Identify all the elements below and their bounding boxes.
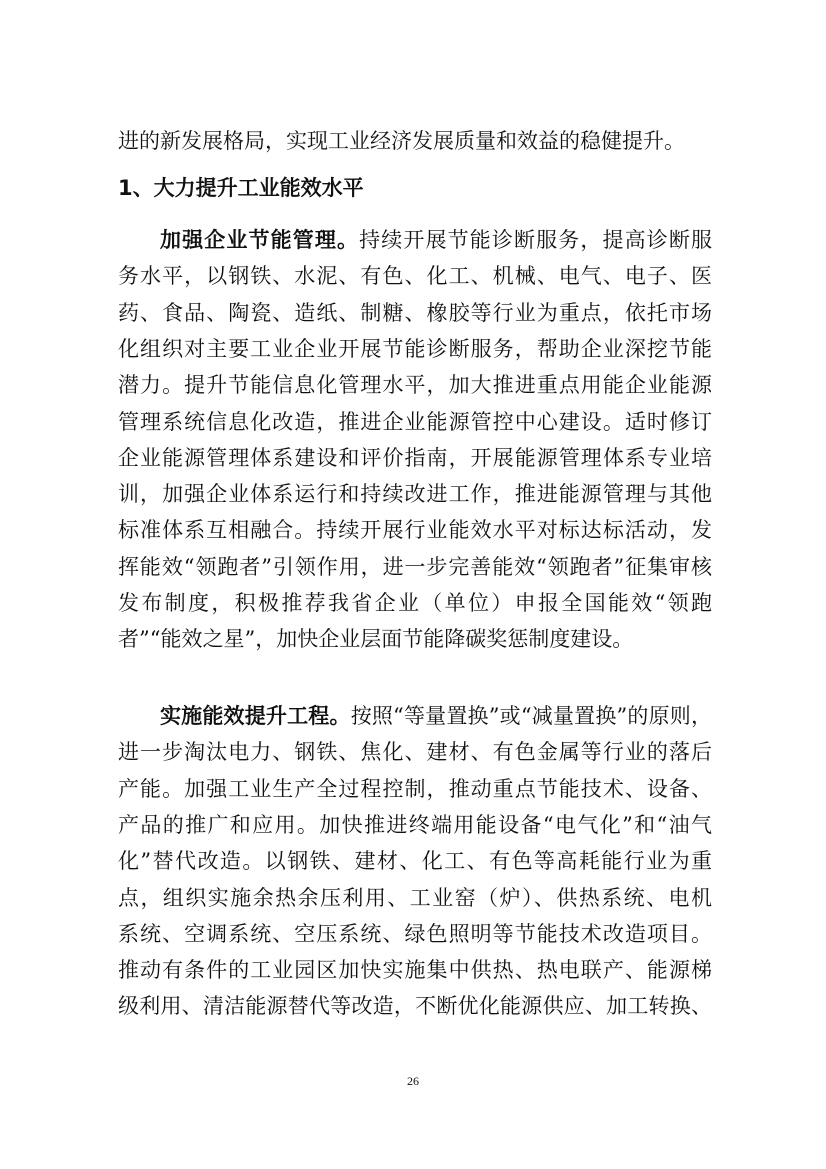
page-number: 26 (407, 1074, 419, 1088)
body-text-line: 化”替代改造。以钢铁、建材、化工、有色等高耗能行业为重 (118, 849, 712, 874)
body-text-line: 系统、空调系统、空压系统、绿色照明等节能技术改造项目。 (118, 921, 712, 946)
body-text-line: 管理系统信息化改造，推进企业能源管控中心建设。适时修订 (118, 409, 712, 434)
paragraph-lead-title: 实施能效提升工程。 (160, 703, 351, 728)
body-text-line: 点，组织实施余热余压利用、工业窑（炉）、供热系统、电机 (118, 885, 712, 910)
paragraph-first-line (160, 226, 712, 254)
paragraph-text: 按照“等量置换”或“减量置换”的原则， (350, 704, 712, 728)
body-text-line: 挥能效“领跑者”引领作用，进一步完善能效“领跑者”征集审核 (118, 554, 712, 579)
paragraph-first-line (160, 702, 712, 730)
body-text-line: 级利用、清洁能源替代等改造，不断优化能源供应、加工转换、 (118, 994, 712, 1019)
body-text-line: 训，加强企业体系运行和持续改进工作，推进能源管理与其他 (118, 482, 712, 507)
body-text-line: 产品的推广和应用。加快推进终端用能设备“电气化”和“油气 (118, 812, 712, 837)
paragraph-lead-title: 加强企业节能管理。 (160, 227, 360, 252)
body-text-line: 企业能源管理体系建设和评价指南，开展能源管理体系专业培 (118, 445, 712, 470)
body-text-line: 推动有条件的工业园区加快实施集中供热、热电联产、能源梯 (118, 958, 712, 983)
section-heading: 1、大力提升工业能效水平 (118, 176, 364, 200)
body-text-line: 潜力。提升节能信息化管理水平，加大推进重点用能企业能源 (118, 373, 712, 398)
body-text-line: 者”“能效之星”，加快企业层面节能降碳奖惩制度建设。 (118, 627, 634, 652)
body-text-line: 药、食品、陶瓷、造纸、制糖、橡胶等行业为重点，依托市场 (118, 300, 712, 325)
body-text-line: 进的新发展格局，实现工业经济发展质量和效益的稳健提升。 (118, 129, 685, 153)
body-text-line: 标准体系互相融合。持续开展行业能效水平对标达标活动，发 (118, 518, 712, 543)
body-text-line: 发布制度，积极推荐我省企业（单位）申报全国能效“领跑 (118, 591, 712, 615)
paragraph-text: 持续开展节能诊断服务，提高诊断服 (359, 228, 712, 252)
body-text-line: 务水平，以钢铁、水泥、有色、化工、机械、电气、电子、医 (118, 264, 712, 289)
body-text-line: 进一步淘汰电力、钢铁、焦化、建材、有色金属等行业的落后 (118, 740, 712, 765)
body-text-line: 产能。加强工业生产全过程控制，推动重点节能技术、设备、 (118, 776, 712, 801)
body-text-line: 化组织对主要工业企业开展节能诊断服务，帮助企业深挖节能 (118, 336, 712, 361)
